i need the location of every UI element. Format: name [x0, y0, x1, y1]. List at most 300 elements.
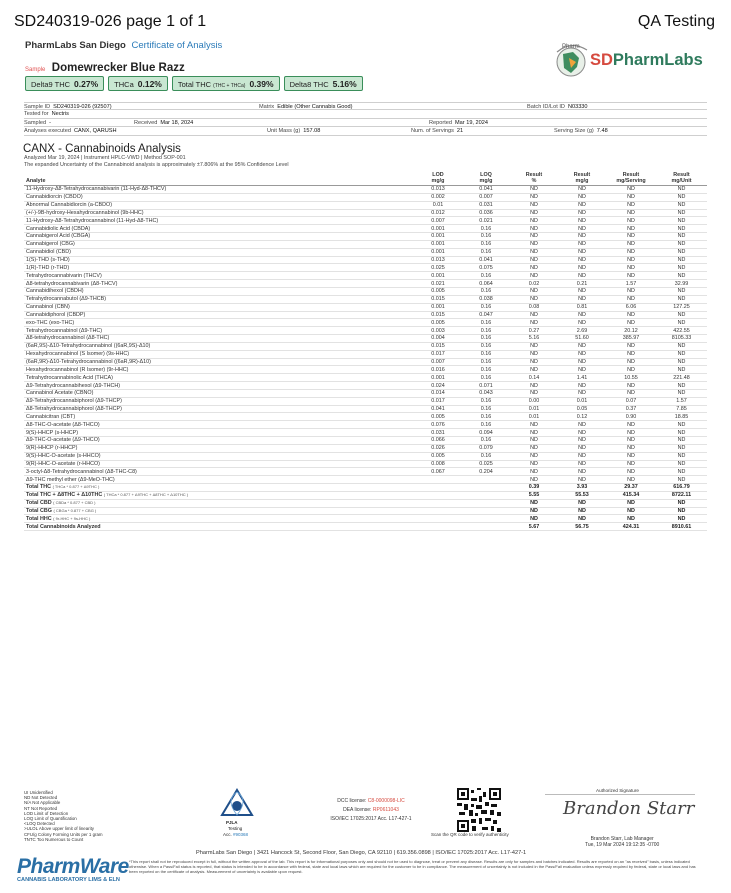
total-value: 415.34	[606, 491, 656, 499]
result-cell: 0.001	[414, 272, 462, 280]
empty-cell	[414, 484, 462, 492]
result-cell: ND	[656, 225, 707, 233]
result-cell: ND	[656, 217, 707, 225]
total-value: ND	[656, 515, 707, 523]
legend-item: LOD Limit of Detection	[24, 810, 69, 816]
total-row	[24, 491, 707, 499]
result-cell: 0.025	[414, 264, 462, 272]
result-cell: ND	[558, 256, 606, 264]
result-cell: 10.55	[606, 374, 656, 382]
result-cell: ND	[558, 311, 606, 319]
result-cell: 0.021	[462, 217, 510, 225]
badge-thca: THCa 0.12%	[108, 76, 168, 91]
result-cell: 0.16	[462, 319, 510, 327]
total-row	[24, 507, 707, 515]
result-cell: ND	[558, 193, 606, 201]
analyte-name: Cannabicitran (CBT)	[24, 413, 414, 421]
col-lod: LOD mg/g	[414, 171, 462, 186]
result-cell: ND	[606, 460, 656, 468]
badge-total-thc: Total THC (THC + THCa) 0.39%	[172, 76, 280, 91]
result-cell: 0.047	[462, 311, 510, 319]
result-cell: ND	[656, 193, 707, 201]
legend-item: UI Unidentified	[24, 790, 53, 795]
result-cell: 0.031	[462, 201, 510, 209]
sample-label: Sample	[25, 67, 46, 73]
result-cell: 32.99	[656, 280, 707, 288]
table-row	[24, 342, 707, 350]
page-title: SD240319-026 page 1 of 1	[14, 13, 207, 30]
table-row	[24, 437, 707, 445]
result-cell: 0.001	[414, 374, 462, 382]
result-cell: 1.41	[558, 374, 606, 382]
total-label: Total Cannabinoids Analyzed	[24, 523, 414, 531]
result-cell: ND	[606, 389, 656, 397]
result-cell: 0.16	[462, 405, 510, 413]
empty-cell	[414, 499, 462, 507]
lab-name: PharmLabs San Diego	[25, 40, 126, 51]
section-uncertainty-note: The expanded Uncertainty of the Cannabinoid analysis is approximately ±7.806% at the 95% Confidence Level	[24, 162, 289, 168]
result-cell: ND	[510, 186, 558, 194]
result-cell: ND	[558, 225, 606, 233]
result-cell: ND	[606, 342, 656, 350]
result-cell: 0.015	[414, 295, 462, 303]
total-value: 8722.11	[656, 491, 707, 499]
info-row: Analyses executed CANX, QARUSH Unit Mass (g) 157.08 Num. of Servings 21 Serving Size (g) 7.48	[24, 127, 707, 135]
total-value: ND	[510, 515, 558, 523]
legend-item: NT Not Reported	[24, 805, 58, 811]
analyte-name: Cannabidiphorol (CBDP)	[24, 311, 414, 319]
result-cell: ND	[510, 358, 558, 366]
result-cell: ND	[606, 382, 656, 390]
result-cell: 1.57	[606, 280, 656, 288]
result-cell: 0.16	[462, 366, 510, 374]
result-cell: 0.007	[462, 193, 510, 201]
result-cell: ND	[656, 460, 707, 468]
result-cell: 0.041	[462, 186, 510, 194]
total-value: 0.39	[510, 484, 558, 492]
result-cell: 0.204	[462, 468, 510, 476]
result-cell: 18.85	[656, 413, 707, 421]
result-cell: 0.14	[510, 374, 558, 382]
section-analysis-meta: Analyzed Mar 19, 2024 | Instrument HPLC-VWD | Method SOP-001	[24, 155, 186, 161]
qa-testing-label: QA Testing	[637, 13, 715, 30]
badge-delta9-thc: Delta9 THC 0.27%	[25, 76, 104, 91]
table-row	[24, 389, 707, 397]
total-value: ND	[606, 515, 656, 523]
cannabinoids-table	[24, 171, 707, 531]
empty-cell	[462, 491, 510, 499]
analyte-name: Hexahydrocannabinol (R Isomer) (9r-HHC)	[24, 366, 414, 374]
result-cell: ND	[558, 437, 606, 445]
result-cell: ND	[656, 319, 707, 327]
result-cell: ND	[656, 452, 707, 460]
total-row	[24, 523, 707, 531]
result-cell: ND	[558, 366, 606, 374]
result-cell: 20.12	[606, 327, 656, 335]
total-label: Total CBD ( CBDa * 0.877 + CBD )	[24, 499, 414, 507]
result-cell: 0.005	[414, 452, 462, 460]
result-cell: 0.005	[414, 319, 462, 327]
result-cell: ND	[606, 193, 656, 201]
table-row	[24, 256, 707, 264]
table-row	[24, 374, 707, 382]
result-cell: 0.16	[462, 397, 510, 405]
result-cell: ND	[558, 476, 606, 484]
table-row	[24, 264, 707, 272]
analyte-name: Δ8-tetrahydrocannabivarin (Δ8-THCV)	[24, 280, 414, 288]
footer-disclaimer: *This report shall not be reproduced except in full, without the written approval of the lab. This report is for informational purposes only and should not be used to diagnose, treat or prevent any disease. Results are only for samples and batches indicated. Results are reported on an "as received" basis, unless indicated otherwise. When a Pass/Fail status is reported, that status is intended to be in accordance with federal, state and local laws which are required for the customer to be in compliance. The measurement of uncertainty is not included in the Pass/Fail evaluation unless expressly required by federal, state or local laws and has been reported on the certificate of analysis. Measurement of uncertainty is available upon request.	[129, 859, 696, 874]
result-cell: ND	[606, 217, 656, 225]
table-body	[24, 186, 707, 531]
analyte-name: 9(R)-HHCP (r-HHCP)	[24, 444, 414, 452]
result-cell: 0.008	[414, 460, 462, 468]
result-cell: 2.69	[558, 327, 606, 335]
result-cell: 0.37	[606, 405, 656, 413]
result-cell: 7.85	[656, 405, 707, 413]
result-cell: 0.16	[462, 303, 510, 311]
table-row	[24, 209, 707, 217]
result-cell: 0.043	[462, 389, 510, 397]
legend-item: >ULOL Above upper limit of linearity	[24, 826, 95, 832]
total-value: ND	[510, 499, 558, 507]
result-cell: ND	[656, 264, 707, 272]
result-cell: ND	[510, 444, 558, 452]
result-cell: ND	[510, 319, 558, 327]
result-cell: 0.001	[414, 233, 462, 241]
pjla-accreditation-icon	[219, 788, 255, 818]
result-cell: 0.16	[462, 374, 510, 382]
table-row	[24, 248, 707, 256]
result-cell: 0.017	[414, 397, 462, 405]
result-cell: 0.007	[414, 358, 462, 366]
result-cell: 0.094	[462, 429, 510, 437]
result-cell: ND	[510, 421, 558, 429]
result-cell: ND	[558, 319, 606, 327]
table-row	[24, 382, 707, 390]
result-cell: 6.06	[606, 303, 656, 311]
result-cell: 1.57	[656, 397, 707, 405]
total-label: Total THC + Δ8THC + Δ10THC ( THCa * 0.877 + Δ9THC + Δ8THC + Δ10THC )	[24, 491, 414, 499]
analyte-name: (6aR,9S)-Δ10-Tetrahydrocannabinol ((6aR,9S)-Δ10)	[24, 342, 414, 350]
qr-caption: Scan the QR code to verify authenticity	[431, 832, 509, 837]
total-label: Total THC ( THCa * 0.877 + Δ9THC )	[24, 484, 414, 492]
table-row	[24, 476, 707, 484]
coa-label: Certificate of Analysis	[131, 40, 223, 51]
result-cell: ND	[606, 225, 656, 233]
result-cell: 0.16	[462, 225, 510, 233]
signatory: Brandon Starr, Lab Manager Tue, 19 Mar 2024 19:12:35 -0700	[585, 836, 660, 848]
result-cell: 0.02	[510, 280, 558, 288]
result-cell: 0.013	[414, 186, 462, 194]
result-cell: 0.16	[462, 342, 510, 350]
lab-line	[25, 40, 222, 51]
result-cell: ND	[558, 295, 606, 303]
info-row: Sampled - Received Mar 18, 2024 Reported Mar 19, 2024	[24, 119, 707, 127]
empty-cell	[462, 515, 510, 523]
result-cell: 0.16	[462, 421, 510, 429]
result-cell: ND	[606, 186, 656, 194]
signature-label: Authorized Signature	[596, 788, 639, 793]
result-cell: 0.041	[462, 256, 510, 264]
result-cell: 0.067	[414, 468, 462, 476]
result-cell: 0.003	[414, 327, 462, 335]
legend-item: ND Not Detected	[24, 795, 58, 801]
result-cell: ND	[510, 382, 558, 390]
abbreviation-legend	[24, 790, 103, 842]
total-label: Total HHC ( 9r-HHC + 9s-HHC )	[24, 515, 414, 523]
table-row	[24, 468, 707, 476]
table-row	[24, 193, 707, 201]
result-cell: ND	[510, 201, 558, 209]
result-cell: 0.16	[462, 248, 510, 256]
total-value: ND	[606, 507, 656, 515]
result-cell: ND	[558, 358, 606, 366]
result-cell: 0.076	[414, 421, 462, 429]
total-row	[24, 499, 707, 507]
table-row	[24, 397, 707, 405]
result-cell: ND	[606, 444, 656, 452]
result-cell: 0.21	[558, 280, 606, 288]
result-cell: ND	[606, 319, 656, 327]
analyte-name: Cannabinol (CBN)	[24, 303, 414, 311]
result-cell: 0.005	[414, 413, 462, 421]
result-cell: ND	[558, 421, 606, 429]
result-cell: 0.007	[414, 217, 462, 225]
result-cell: ND	[606, 437, 656, 445]
result-cell: 0.001	[414, 225, 462, 233]
result-cell: ND	[510, 225, 558, 233]
table-row	[24, 303, 707, 311]
analyte-name: Δ8-tetrahydrocannabinol (Δ8-THC)	[24, 335, 414, 343]
result-cell: ND	[656, 248, 707, 256]
total-value: ND	[558, 507, 606, 515]
result-cell: ND	[656, 358, 707, 366]
result-cell: ND	[606, 256, 656, 264]
sample-line	[25, 58, 185, 76]
sample-name: Domewrecker Blue Razz	[51, 62, 185, 74]
result-cell: ND	[558, 389, 606, 397]
result-cell: ND	[558, 444, 606, 452]
analyte-name: Cannabidihexol (CBDH)	[24, 287, 414, 295]
result-cell: ND	[510, 437, 558, 445]
analyte-name: Cannabinol Acetate (CBNO)	[24, 389, 414, 397]
result-cell: 0.013	[414, 256, 462, 264]
total-value: ND	[656, 499, 707, 507]
analyte-name: Cannabidiol (CBD)	[24, 248, 414, 256]
result-cell: 0.00	[510, 397, 558, 405]
result-cell: 0.01	[510, 405, 558, 413]
legend-item: <LOQ Detected	[24, 821, 55, 827]
table-row	[24, 444, 707, 452]
result-cell: ND	[656, 350, 707, 358]
analyte-name: 9(R)-HHC-O-acetate (r-HHCO)	[24, 460, 414, 468]
analyte-name: (6aR,9R)-Δ10-Tetrahydrocannabinol ((6aR,9R)-Δ10)	[24, 358, 414, 366]
table-row	[24, 335, 707, 343]
analyte-name: Hexahydrocannabinol (S Isomer) (9s-HHC)	[24, 350, 414, 358]
total-value: 5.67	[510, 523, 558, 531]
empty-cell	[414, 515, 462, 523]
result-cell: 0.16	[462, 335, 510, 343]
result-cell: 0.001	[414, 248, 462, 256]
result-cell: ND	[606, 350, 656, 358]
result-cell: ND	[606, 240, 656, 248]
result-cell: 0.024	[414, 382, 462, 390]
analyte-name: Cannabidiorcin (CBDO)	[24, 193, 414, 201]
result-cell: ND	[558, 201, 606, 209]
result-cell: 0.16	[462, 452, 510, 460]
result-cell: ND	[558, 429, 606, 437]
analyte-name: Tetrahydrocannabutol (Δ9-THCB)	[24, 295, 414, 303]
result-cell: ND	[606, 311, 656, 319]
result-cell: ND	[510, 468, 558, 476]
total-value: ND	[656, 507, 707, 515]
table-row	[24, 186, 707, 194]
result-cell: ND	[656, 272, 707, 280]
result-cell: 0.27	[510, 327, 558, 335]
result-cell: 0.08	[510, 303, 558, 311]
result-cell: ND	[606, 429, 656, 437]
result-cell: ND	[510, 476, 558, 484]
total-value: 3.93	[558, 484, 606, 492]
result-cell: ND	[558, 248, 606, 256]
result-cell: 0.079	[462, 444, 510, 452]
table-row	[24, 460, 707, 468]
table-header-row	[24, 171, 707, 186]
table-row	[24, 280, 707, 288]
result-cell: ND	[606, 366, 656, 374]
result-cell: ND	[606, 452, 656, 460]
result-cell: 0.031	[414, 429, 462, 437]
analyte-name: Abnormal Cannabidiorcin (a-CBDO)	[24, 201, 414, 209]
col-result-mgg: Result mg/g	[558, 171, 606, 186]
result-cell: ND	[510, 248, 558, 256]
table-row	[24, 366, 707, 374]
total-value: 56.75	[558, 523, 606, 531]
table-row	[24, 272, 707, 280]
legend-item: CFU/g Colony Forming Units per 1 gram	[24, 831, 103, 837]
result-cell: ND	[558, 287, 606, 295]
sample-info-table	[24, 102, 707, 136]
analyte-name: Δ9-THC-O-acetate (Δ9-THCO)	[24, 437, 414, 445]
table-row	[24, 295, 707, 303]
result-cell: ND	[656, 233, 707, 241]
result-cell: 8105.33	[656, 335, 707, 343]
result-cell: ND	[606, 468, 656, 476]
result-cell: ND	[510, 452, 558, 460]
result-cell: ND	[606, 358, 656, 366]
table-row	[24, 233, 707, 241]
result-cell: 0.01	[510, 413, 558, 421]
result-cell: ND	[510, 287, 558, 295]
result-cell: ND	[510, 264, 558, 272]
info-row: Sample ID SD240319-026 (92507) Matrix Edible (Other Cannabis Good) Batch ID/Lot ID N03330	[24, 102, 707, 110]
analyte-name: exo-THC (exo-THC)	[24, 319, 414, 327]
analyte-name: (+/-)-9B-hydroxy-Hexahydrocannabinol (9b-HHC)	[24, 209, 414, 217]
table-row	[24, 413, 707, 421]
result-cell: ND	[606, 201, 656, 209]
table-row	[24, 421, 707, 429]
total-value: 55.53	[558, 491, 606, 499]
result-cell: ND	[606, 233, 656, 241]
result-cell: 0.01	[558, 397, 606, 405]
result-cell: 0.002	[414, 193, 462, 201]
table-row	[24, 405, 707, 413]
result-cell: 127.25	[656, 303, 707, 311]
result-cell: 221.48	[656, 374, 707, 382]
result-cell: ND	[558, 233, 606, 241]
section-title: CANX - Cannabinoids Analysis	[23, 143, 181, 155]
result-cell: ND	[656, 295, 707, 303]
result-cell: ND	[656, 342, 707, 350]
result-cell: 51.60	[558, 335, 606, 343]
result-cell: 385.97	[606, 335, 656, 343]
result-cell: 0.075	[462, 264, 510, 272]
analyte-name: Tetrahydrocannabinol (Δ9-THC)	[24, 327, 414, 335]
result-cell: ND	[558, 186, 606, 194]
pjla-name: PJLA	[226, 820, 238, 825]
result-cell: 0.16	[462, 287, 510, 295]
result-cell: ND	[558, 382, 606, 390]
result-cell: 0.016	[414, 366, 462, 374]
total-value: 616.79	[656, 484, 707, 492]
result-cell: ND	[656, 389, 707, 397]
result-cell: ND	[510, 350, 558, 358]
total-value: ND	[606, 499, 656, 507]
result-cell: ND	[558, 468, 606, 476]
result-cell: ND	[510, 389, 558, 397]
total-value: ND	[558, 515, 606, 523]
result-cell	[462, 476, 510, 484]
analyte-name: Tetrahydrocannabivarin (THCV)	[24, 272, 414, 280]
analyte-name: 9(S)-HHCP (s-HHCP)	[24, 429, 414, 437]
total-row	[24, 515, 707, 523]
result-cell: ND	[606, 264, 656, 272]
result-cell: ND	[558, 452, 606, 460]
result-cell: 0.16	[462, 240, 510, 248]
result-cell: 0.81	[558, 303, 606, 311]
result-cell: 0.16	[462, 437, 510, 445]
analyte-name: 1(R)-THD (r-THD)	[24, 264, 414, 272]
analyte-name: Δ9-Tetrahydrocannabiphorol (Δ9-THCP)	[24, 397, 414, 405]
result-cell: 0.16	[462, 358, 510, 366]
result-cell: 0.036	[462, 209, 510, 217]
result-cell: ND	[656, 186, 707, 194]
result-cell: ND	[656, 201, 707, 209]
analyte-name: Cannabigerol Acid (CBGA)	[24, 233, 414, 241]
analyte-name: 1(S)-THD (s-THD)	[24, 256, 414, 264]
result-cell: 0.017	[414, 350, 462, 358]
qr-code-icon[interactable]	[457, 788, 501, 832]
analyte-name: Δ8-Tetrahydrocannabiphorol (Δ8-THCP)	[24, 405, 414, 413]
result-cell: ND	[558, 272, 606, 280]
result-cell: ND	[510, 272, 558, 280]
result-cell	[414, 476, 462, 484]
footer-address: PharmLabs San Diego | 3421 Hancock St, Second Floor, San Diego, CA 92110 | 619.356.0898 | ISO/IEC 17025:2017 Acc. L17-427-1	[196, 850, 527, 856]
license-block: DCC license: C8-0000098-LIC DEA license: RP0611043 ISO/IEC 17025:2017 Acc. L17-427-1	[330, 798, 412, 822]
total-value: ND	[558, 499, 606, 507]
analyte-name: Δ9-Tetrahydrocannabihexol (Δ9-THCH)	[24, 382, 414, 390]
result-cell: ND	[606, 287, 656, 295]
total-value: 424.31	[606, 523, 656, 531]
logo-arc-text: Pharm	[562, 44, 580, 50]
result-cell: 0.16	[462, 327, 510, 335]
result-cell: 0.015	[414, 342, 462, 350]
result-cell: 0.041	[414, 405, 462, 413]
result-cell: ND	[656, 366, 707, 374]
result-cell: ND	[510, 460, 558, 468]
table-row	[24, 327, 707, 335]
result-cell: 0.07	[606, 397, 656, 405]
